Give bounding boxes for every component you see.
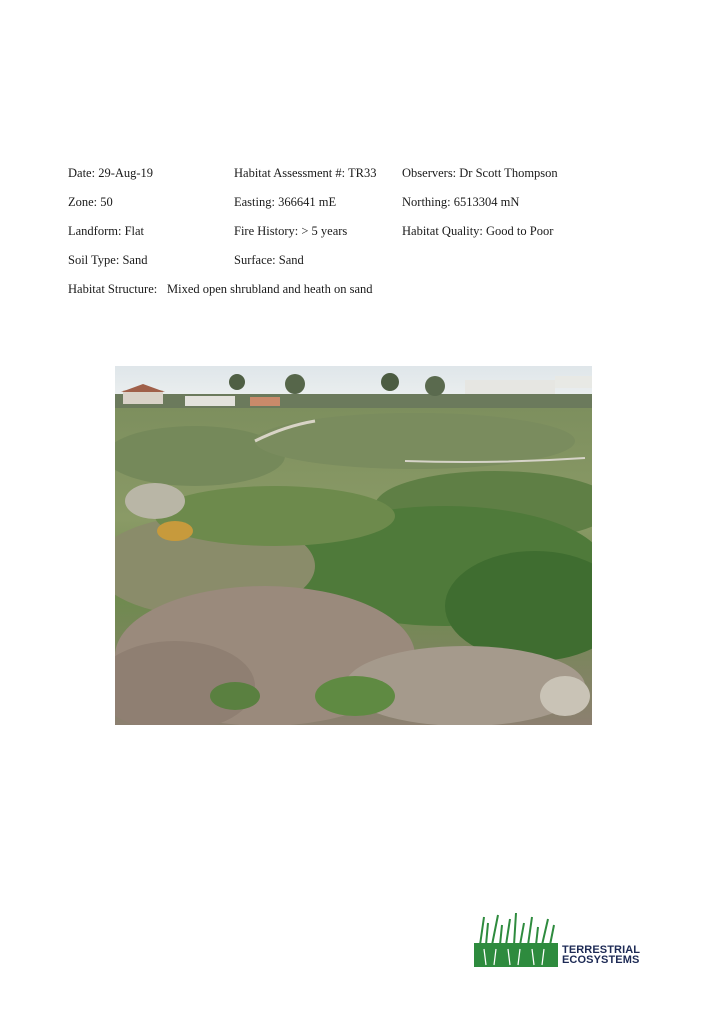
habitat-structure-value: Mixed open shrubland and heath on sand (167, 282, 373, 296)
habitat-assessment-field: Habitat Assessment #: TR33 (234, 166, 377, 180)
surface-field: Surface: Sand (234, 253, 304, 267)
logo-line-1: TERRESTRIAL (562, 944, 641, 956)
habitat-structure-label: Habitat Structure: (68, 282, 158, 296)
zone-field: Zone: 50 (68, 195, 113, 209)
observers-field: Observers: Dr Scott Thompson (402, 166, 558, 180)
logo-wordmark (562, 945, 640, 965)
date-field: Date: 29-Aug-19 (68, 166, 154, 180)
northing-field: Northing: 6513304 mN (402, 195, 520, 209)
soil-type-field: Soil Type: Sand (68, 253, 148, 267)
habitat-quality-field: Habitat Quality: Good to Poor (402, 224, 554, 238)
logo-line-2: ECOSYSTEMS (562, 954, 640, 966)
terrestrial-ecosystems-logo (474, 909, 650, 969)
landform-field: Landform: Flat (68, 224, 145, 238)
fire-history-field: Fire History: > 5 years (234, 224, 348, 238)
easting-field: Easting: 366641 mE (234, 195, 337, 209)
grass-icon (474, 909, 564, 969)
habitat-photo (115, 366, 592, 725)
